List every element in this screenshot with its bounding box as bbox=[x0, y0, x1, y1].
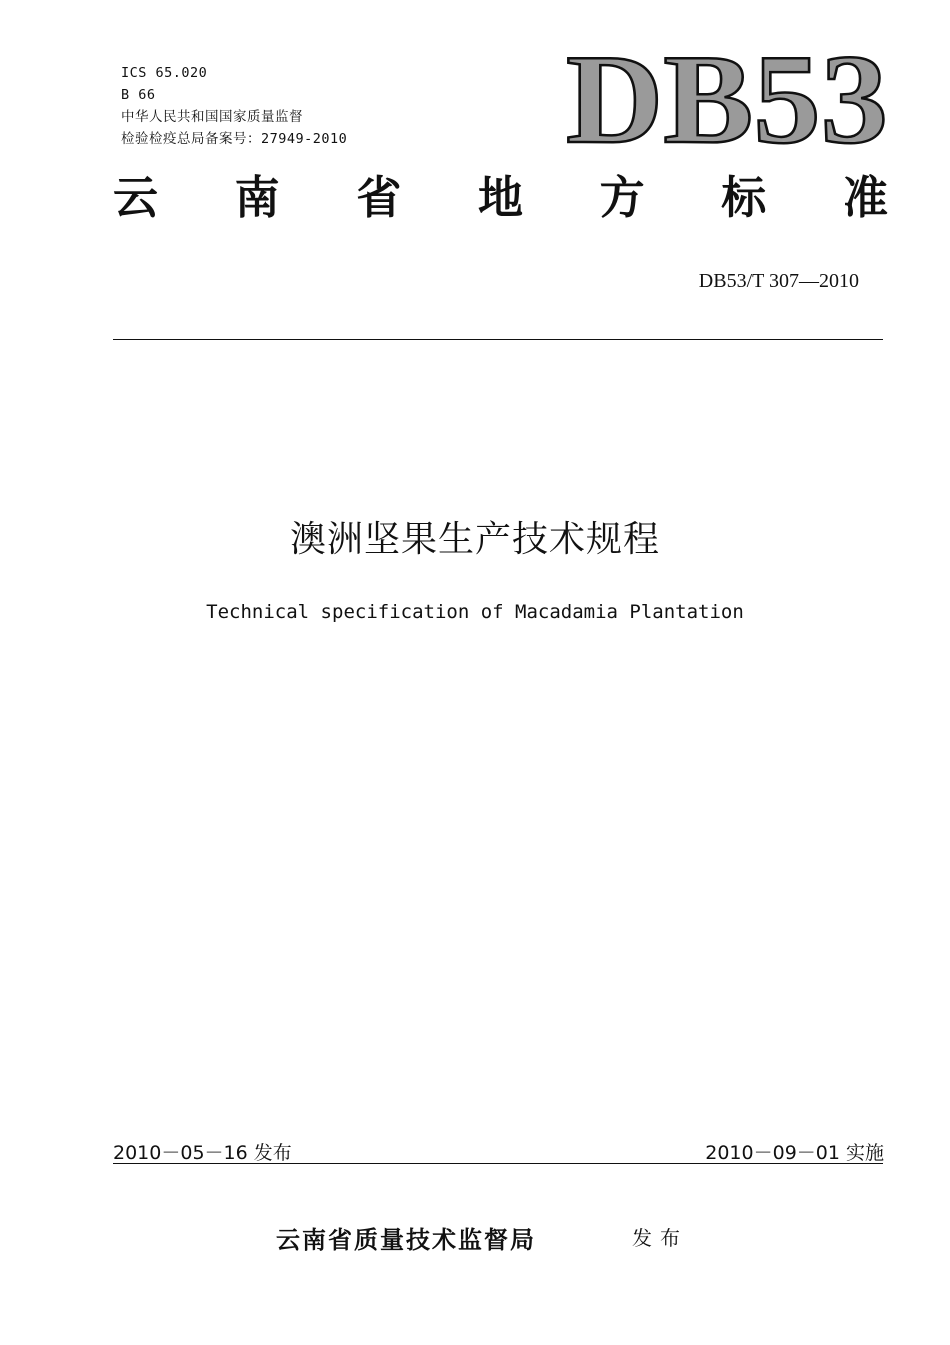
standard-type-title bbox=[113, 168, 888, 228]
standard-type-char: 南 bbox=[234, 171, 280, 224]
document-metadata bbox=[121, 62, 347, 150]
document-title: 澳洲坚果生产技术规程 bbox=[289, 519, 660, 560]
standard-type-char: 方 bbox=[599, 171, 645, 224]
ics-code: ICS 65.020 bbox=[121, 65, 208, 81]
issue-date: 2010－05－16 发布 bbox=[113, 1142, 292, 1164]
filing-number: 检验检疫总局备案号：27949-2010 bbox=[121, 131, 348, 147]
standard-type-char: 省 bbox=[356, 171, 402, 224]
footer-divider bbox=[113, 1163, 883, 1164]
standard-type-char: 准 bbox=[842, 171, 888, 224]
db53-logo-text: DB53 bbox=[566, 30, 888, 170]
standard-type-char: 云 bbox=[113, 171, 159, 224]
issuing-authority: 中华人民共和国国家质量监督 bbox=[121, 109, 303, 125]
document-subtitle: Technical specification of Macadamia Plantation bbox=[206, 601, 744, 623]
header-divider bbox=[113, 339, 883, 340]
standard-type-char: 地 bbox=[477, 171, 523, 224]
classification-code: B 66 bbox=[121, 87, 156, 103]
standard-code: DB53/T 307—2010 bbox=[698, 270, 859, 292]
implementation-date: 2010－09－01 实施 bbox=[705, 1142, 884, 1164]
standard-type-char: 标 bbox=[721, 171, 767, 224]
publish-label: 发布 bbox=[632, 1226, 688, 1250]
publisher-name: 云南省质量技术监督局 bbox=[276, 1225, 536, 1254]
db53-logo bbox=[562, 30, 892, 170]
